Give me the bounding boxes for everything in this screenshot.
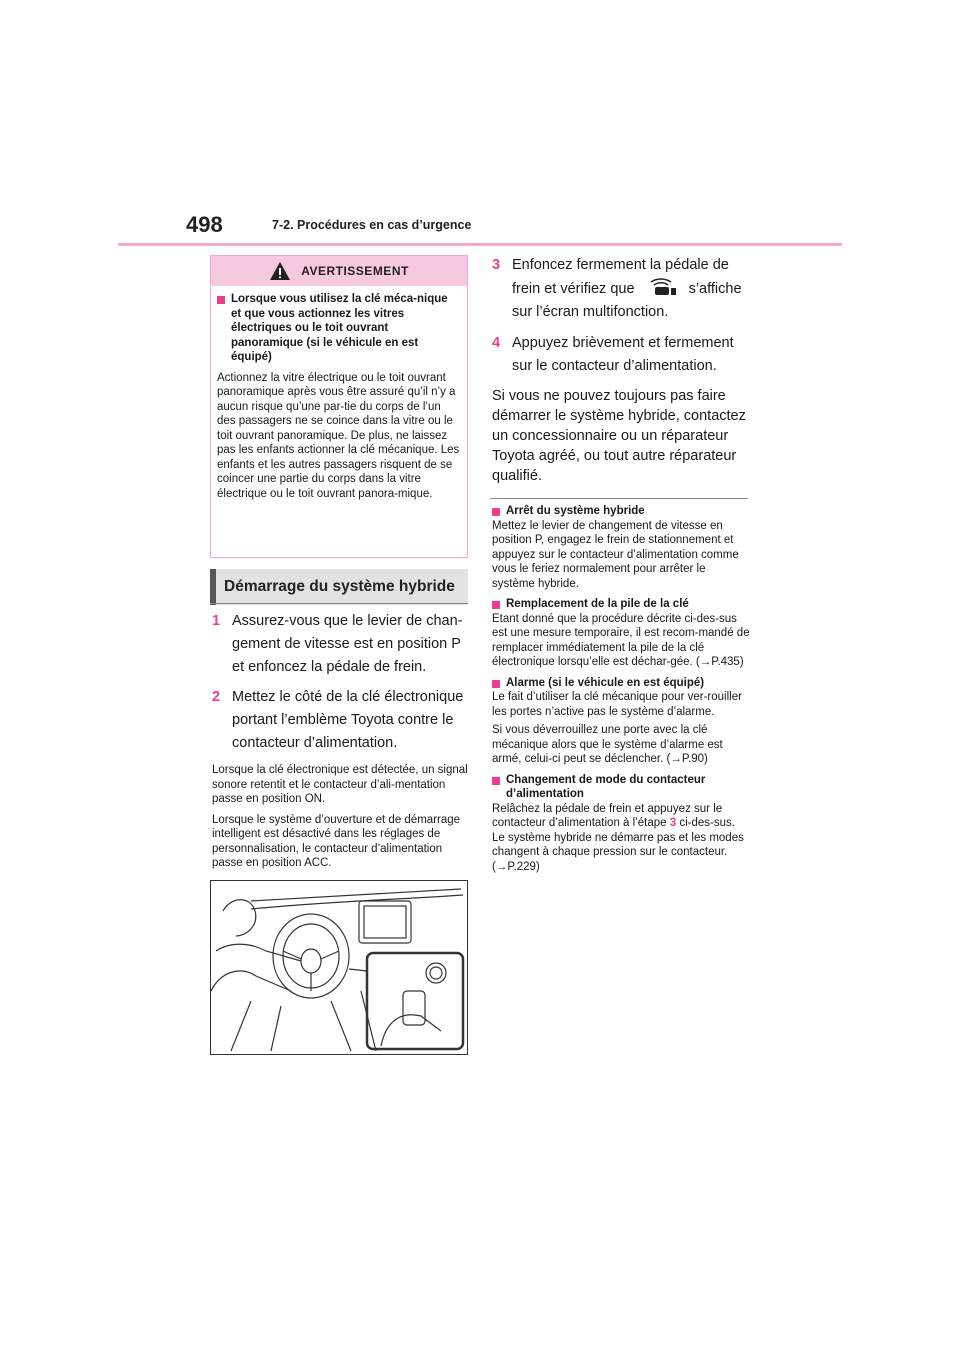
bullet-square-icon bbox=[492, 508, 500, 516]
note-text: Etant donné que la procédure décrite ci-des-sus est une mesure temporaire, il est recom-mandé de remplacer immédiatement la pile de la clé électronique lorsqu’elle est déchar-gée. (→P.435) bbox=[492, 612, 750, 668]
step-2 bbox=[212, 686, 470, 755]
warning-triangle-icon bbox=[269, 261, 291, 281]
note-text-part: Relâchez la pédale de frein et appuyez sur le contacteur d’alimentation à l’étape bbox=[492, 802, 723, 829]
step-text: Mettez le côté de la clé électronique portant l’emblème Toyota contre le contacteur d’alimentation. bbox=[232, 689, 464, 751]
right-steps bbox=[492, 254, 750, 486]
warning-title: AVERTISSEMENT bbox=[301, 264, 409, 278]
paragraph: Si vous ne pouvez toujours pas faire démarrer le système hybride, contactez un concessionnaire ou un réparateur Toyota agréé, ou tout autre réparateur qualifié. bbox=[492, 388, 746, 484]
step-3 bbox=[492, 254, 750, 324]
step-number: 1 bbox=[212, 613, 221, 629]
step-text: Appuyez brièvement et fermement sur le contacteur d’alimentation. bbox=[512, 335, 734, 374]
note-title-text: Alarme (si le véhicule en est équipé) bbox=[506, 676, 705, 689]
step-text-before: Enfoncez fermement la pédale de frein et vérifiez que bbox=[512, 257, 729, 297]
bullet-square-icon bbox=[217, 296, 225, 304]
note-title bbox=[492, 504, 750, 519]
note-title-text: Remplacement de la pile de la clé bbox=[506, 598, 689, 610]
header-divider bbox=[118, 243, 842, 246]
note-text bbox=[492, 802, 750, 831]
step-number: 3 bbox=[492, 257, 501, 273]
step-4 bbox=[492, 332, 750, 378]
note-text: Le fait d’utiliser la clé mécanique pour ver-rouiller les portes n’active pas le système d’alarme. bbox=[492, 691, 742, 718]
note-text-part: ci-des-sus. bbox=[679, 817, 735, 829]
section-title: 7-2. Procédures en cas d’urgence bbox=[272, 218, 472, 232]
notes-divider bbox=[490, 498, 748, 499]
notes bbox=[492, 504, 750, 874]
warning-header bbox=[211, 256, 467, 286]
note-title bbox=[492, 773, 750, 802]
step-1 bbox=[212, 610, 470, 679]
paragraph: Lorsque la clé électronique est détectée, un signal sonore retentit et le contacteur d’ali-mentation passe en position ON. bbox=[212, 764, 468, 805]
note-title bbox=[492, 676, 750, 691]
step-number: 2 bbox=[212, 689, 221, 705]
bullet-square-icon bbox=[492, 777, 500, 785]
warning-text: Actionnez la vitre électrique ou le toit ouvrant panoramique après vous être assuré qu’il n’y a aucun risque qu’une par-tie du corps de l’un des passagers ne se coince dans la vitre ou le toit ouvrant panoramique. De plus, ne laissez pas les enfants actionner la clé mécanique. Les enfants et les autres passagers risquent de se coincer une partie du corps dans la vitre électrique ou le toit ouvrant panora-mique. bbox=[217, 371, 460, 500]
step-text: Assurez-vous que le levier de chan-gement de vitesse est en position P et enfoncez la pédale de frein. bbox=[232, 613, 463, 675]
bullet-square-icon bbox=[492, 601, 500, 609]
warning-box bbox=[210, 255, 468, 558]
note-title-text: Arrêt du système hybride bbox=[506, 505, 645, 517]
step-number: 4 bbox=[492, 335, 501, 351]
note-text: Le système hybride ne démarre pas et les modes changent à chaque pression sur le contacteur. (→P.229) bbox=[492, 831, 744, 873]
step-text-after: s’affiche sur l’écran multifonction. bbox=[512, 281, 742, 320]
key-indicator-icon bbox=[645, 277, 679, 297]
warning-bullet bbox=[217, 292, 461, 365]
warning-bullet-title: Lorsque vous utilisez la clé méca-nique et que vous actionnez les vitres électriques ou le toit ouvrant panoramique (si le véhicule en est équipé) bbox=[231, 293, 448, 363]
heading-underline bbox=[210, 603, 468, 604]
illustration-driver-key bbox=[210, 880, 468, 1055]
note-text: Si vous déverrouillez une porte avec la clé mécanique alors que le système d’alarme est armé, celui-ci peut se déclencher. (→P.90) bbox=[492, 724, 723, 765]
left-steps bbox=[212, 610, 470, 871]
note-title-text: Changement de mode du contacteur d’alimentation bbox=[506, 773, 706, 800]
step-text bbox=[512, 254, 750, 324]
step-reference: 3 bbox=[669, 817, 677, 829]
section-heading: Démarrage du système hybride bbox=[210, 569, 468, 605]
driver-illustration bbox=[211, 881, 467, 1054]
bullet-square-icon bbox=[492, 680, 500, 688]
note-text: Mettez le levier de changement de vitesse en position P, engagez le frein de stationnement et appuyez sur le contacteur d’alimentation comme vous le feriez normalement pour arrêter le système hybride. bbox=[492, 519, 739, 590]
note-title bbox=[492, 597, 750, 612]
paragraph: Lorsque le système d’ouverture et de démarrage intelligent est désactivé dans les réglages de personnalisation, le contacteur d’alimentation passe en position ACC. bbox=[212, 813, 461, 869]
page-number: 498 bbox=[186, 212, 223, 237]
